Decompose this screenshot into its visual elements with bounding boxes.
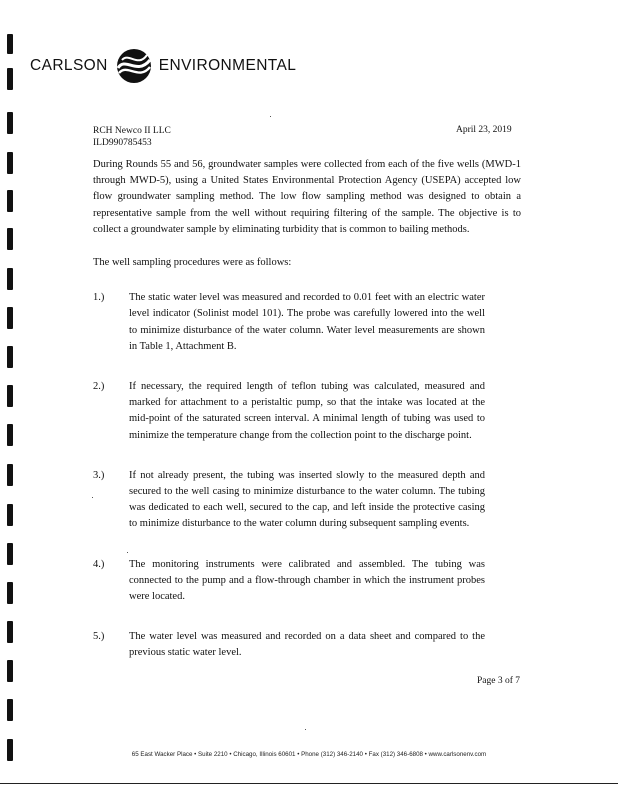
page-number: Page 3 of 7 (477, 676, 521, 686)
binding-mark (7, 112, 13, 134)
binding-mark (7, 307, 13, 329)
binding-mark (7, 621, 13, 643)
binding-mark (7, 660, 13, 682)
recipient-block (93, 125, 171, 149)
step-number: 2.) (93, 381, 105, 393)
binding-mark (7, 228, 13, 250)
procedure-step (93, 379, 521, 444)
letterhead (30, 44, 296, 88)
carlson-logo-icon (113, 46, 155, 86)
procedure-step (93, 468, 521, 533)
step-text: The water level was measured and recorded on a data sheet and compared to the previous static water level. (129, 631, 485, 659)
scan-speck (305, 729, 306, 730)
binding-mark (7, 385, 13, 407)
binding-mark (7, 699, 13, 721)
binding-mark (7, 504, 13, 526)
binding-mark (7, 152, 13, 174)
recipient-id: ILD990785453 (93, 138, 152, 148)
scan-speck (270, 116, 271, 117)
binding-mark (7, 268, 13, 290)
letter-body (93, 157, 521, 686)
procedures-intro: The well sampling procedures were as follows: (93, 257, 292, 269)
step-text: The static water level was measured and recorded to 0.01 feet with an electric water level indicator (Solinist model 101). The probe was carefully lowered into the well to minimize disturbance of the water column. Water level measurements are shown in Table 1, Attachment B. (129, 292, 485, 352)
page-bottom-edge (0, 783, 618, 784)
binding-mark (7, 582, 13, 604)
procedure-step (93, 629, 521, 661)
step-number: 1.) (93, 292, 105, 304)
step-number: 3.) (93, 469, 105, 481)
recipient-name: RCH Newco II LLC (93, 126, 171, 136)
step-text: If necessary, the required length of teflon tubing was calculated, measured and marked for attachment to a peristaltic pump, so that the intake was located at the mid-point of the saturated screen interval. A minimal length of tubing was used to minimize the temperature change from the collection point to the discharge point. (129, 381, 485, 441)
step-text: If not already present, the tubing was inserted slowly to the measured depth and secured to the well casing to minimize disturbance to the water column. The tubing was dedicated to each well, secured to the cap, and left inside the protective casing to minimize disturbance to the water column during subsequent sampling events. (129, 469, 485, 530)
step-number: 5.) (93, 631, 105, 643)
binding-mark (7, 190, 13, 212)
binding-mark (7, 68, 13, 90)
company-name-right: ENVIRONMENTAL (158, 57, 297, 74)
binding-mark (7, 424, 13, 446)
binding-mark (7, 464, 13, 486)
procedure-step (93, 557, 521, 606)
intro-paragraph: During Rounds 55 and 56, groundwater samples were collected from each of the five wells (MWD-1 through MWD-5), using a United States Environmental Protection Agency (USEPA) accepted low flow groundwater sampling method. The low flow sampling method was designed to obtain a representative sample from the well without requiring filtering of the sample. The objective is to collect a groundwater sample by eliminating turbidity that is common to bailing methods. (93, 159, 521, 235)
footer-address: 65 East Wacker Place • Suite 2210 • Chicago, Illinois 60601 • Phone (312) 346-2140 • Fax (312) 346-6808 • www.carlsonenv.com (131, 751, 487, 758)
step-text: The monitoring instruments were calibrated and assembled. The tubing was connected to the pump and a flow-through chamber in which the instrument probes were located. (129, 558, 485, 603)
company-name-left: CARLSON (30, 57, 108, 74)
binding-mark (7, 346, 13, 368)
binding-mark (7, 543, 13, 565)
binding-mark (7, 34, 13, 54)
procedure-steps (93, 290, 521, 661)
procedure-step (93, 290, 521, 355)
step-number: 4.) (93, 558, 105, 570)
letter-date: April 23, 2019 (456, 125, 512, 135)
